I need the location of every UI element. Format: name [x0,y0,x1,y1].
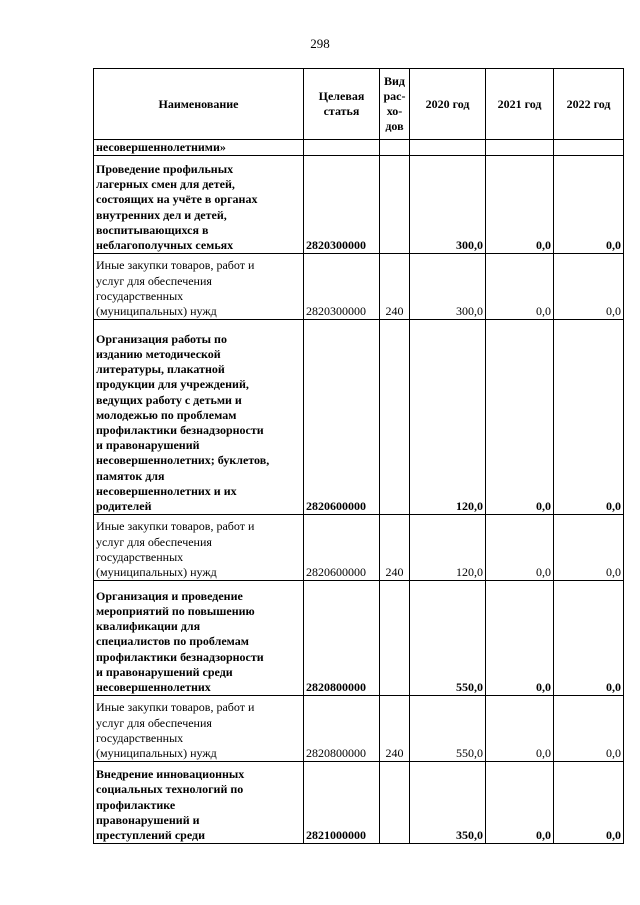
row-2021: 0,0 [486,320,554,515]
row-name-line: квалификации для [96,619,201,634]
row-code: 2820300000 [304,156,380,254]
row-2022 [554,140,624,156]
row-code: 2820600000 [304,515,380,581]
row-name-line: услуг для обеспечения [96,273,212,288]
header-kind [380,69,410,140]
table-row [94,254,624,320]
page-number: 298 [310,36,330,51]
budget-table [93,68,624,844]
row-2020: 300,0 [410,156,486,254]
row-2022: 0,0 [554,156,624,254]
row-name [94,320,304,515]
table-row [94,581,624,696]
header-name: Наименование [94,69,304,140]
row-name [94,254,304,320]
row-name-line: несовершеннолетних и их [96,483,237,498]
row-code: 2820300000 [304,254,380,320]
row-kind [380,156,410,254]
row-name-line: ведущих работу с детьми и [96,392,242,407]
header-2020: 2020 год [410,69,486,140]
table-row [94,140,624,156]
header-kind-line3: хо- [386,104,403,118]
row-2022: 0,0 [554,515,624,581]
row-code [304,140,380,156]
row-name-line: преступлений среди [96,828,205,842]
row-name-line: профилактике [96,797,176,812]
row-name [94,156,304,254]
row-name-line: Организация и проведение [96,588,243,603]
row-name-line: внутренних дел и детей, [96,207,227,222]
row-name-line: Внедрение инновационных [96,767,245,782]
row-name-line: государственных [96,288,184,303]
row-2020: 550,0 [410,696,486,762]
row-name-line: социальных технологий по [96,782,244,797]
row-2021 [486,140,554,156]
row-name-line: (муниципальных) нужд [96,304,217,318]
table-row [94,696,624,762]
row-kind: 240 [380,254,410,320]
row-name-line: несовершеннолетних [96,680,211,694]
row-code: 2820600000 [304,320,380,515]
row-name [94,696,304,762]
row-name-line: состоящих на учёте в органах [96,192,258,207]
row-2022: 0,0 [554,320,624,515]
row-2022: 0,0 [554,696,624,762]
row-2020: 120,0 [410,515,486,581]
table-row [94,515,624,581]
row-2021: 0,0 [486,762,554,844]
row-name-line: литературы, плакатной [96,362,225,377]
row-2021: 0,0 [486,254,554,320]
row-name-line: несовершеннолетними» [96,140,226,154]
row-name-line: воспитывающихся в [96,222,209,237]
header-article-line2: статья [323,104,360,118]
header-kind-line4: дов [385,119,404,133]
row-name-line: Иные закупки товаров, работ и [96,258,255,273]
row-name-line: продукции для учреждений, [96,377,249,392]
row-name-line: Организация работы по [96,331,227,346]
row-name-line: неблагополучных семьях [96,238,234,252]
row-code: 2821000000 [304,762,380,844]
row-name-line: (муниципальных) нужд [96,746,217,760]
row-name-line: Иные закупки товаров, работ и [96,519,255,534]
row-2022: 0,0 [554,254,624,320]
table-header-row [94,69,624,140]
row-name-line: памяток для [96,468,165,483]
row-name [94,581,304,696]
header-2021: 2021 год [486,69,554,140]
row-name-line: профилактики безнадзорности [96,649,264,664]
row-name-line: (муниципальных) нужд [96,565,217,579]
row-name-line: родителей [96,499,152,513]
row-name-line: услуг для обеспечения [96,534,212,549]
row-name [94,515,304,581]
row-name-line: несовершеннолетних; буклетов, [96,453,270,468]
header-2022: 2022 год [554,69,624,140]
row-code: 2820800000 [304,696,380,762]
header-article [304,69,380,140]
row-name-line: государственных [96,730,184,745]
row-2020 [410,140,486,156]
row-kind [380,140,410,156]
row-name-line: государственных [96,549,184,564]
row-kind: 240 [380,696,410,762]
row-name-line: услуг для обеспечения [96,715,212,730]
row-kind: 240 [380,515,410,581]
row-name-line: и правонарушений [96,438,200,453]
row-kind [380,762,410,844]
row-kind [380,320,410,515]
row-name [94,140,304,156]
row-2022: 0,0 [554,581,624,696]
row-2020: 350,0 [410,762,486,844]
row-name-line: правонарушений и [96,812,200,827]
row-2021: 0,0 [486,156,554,254]
header-kind-line1: Вид [384,74,405,88]
table-row [94,762,624,844]
row-name-line: изданию методической [96,346,221,361]
row-kind [380,581,410,696]
row-name-line: мероприятий по повышению [96,603,255,618]
row-name-line: лагерных смен для детей, [96,177,235,192]
row-name-line: специалистов по проблемам [96,634,249,649]
row-name-line: Проведение профильных [96,161,234,176]
table-row [94,320,624,515]
row-2020: 550,0 [410,581,486,696]
row-2021: 0,0 [486,696,554,762]
row-2020: 300,0 [410,254,486,320]
row-name-line: молодежью по проблемам [96,407,237,422]
header-kind-line2: рас- [383,89,406,103]
header-article-line1: Целевая [318,89,365,103]
row-2021: 0,0 [486,581,554,696]
row-code: 2820800000 [304,581,380,696]
row-name [94,762,304,844]
table-row [94,156,624,254]
row-2020: 120,0 [410,320,486,515]
row-name-line: и правонарушений среди [96,664,233,679]
row-2022: 0,0 [554,762,624,844]
row-2021: 0,0 [486,515,554,581]
row-name-line: профилактики безнадзорности [96,422,264,437]
row-name-line: Иные закупки товаров, работ и [96,700,255,715]
